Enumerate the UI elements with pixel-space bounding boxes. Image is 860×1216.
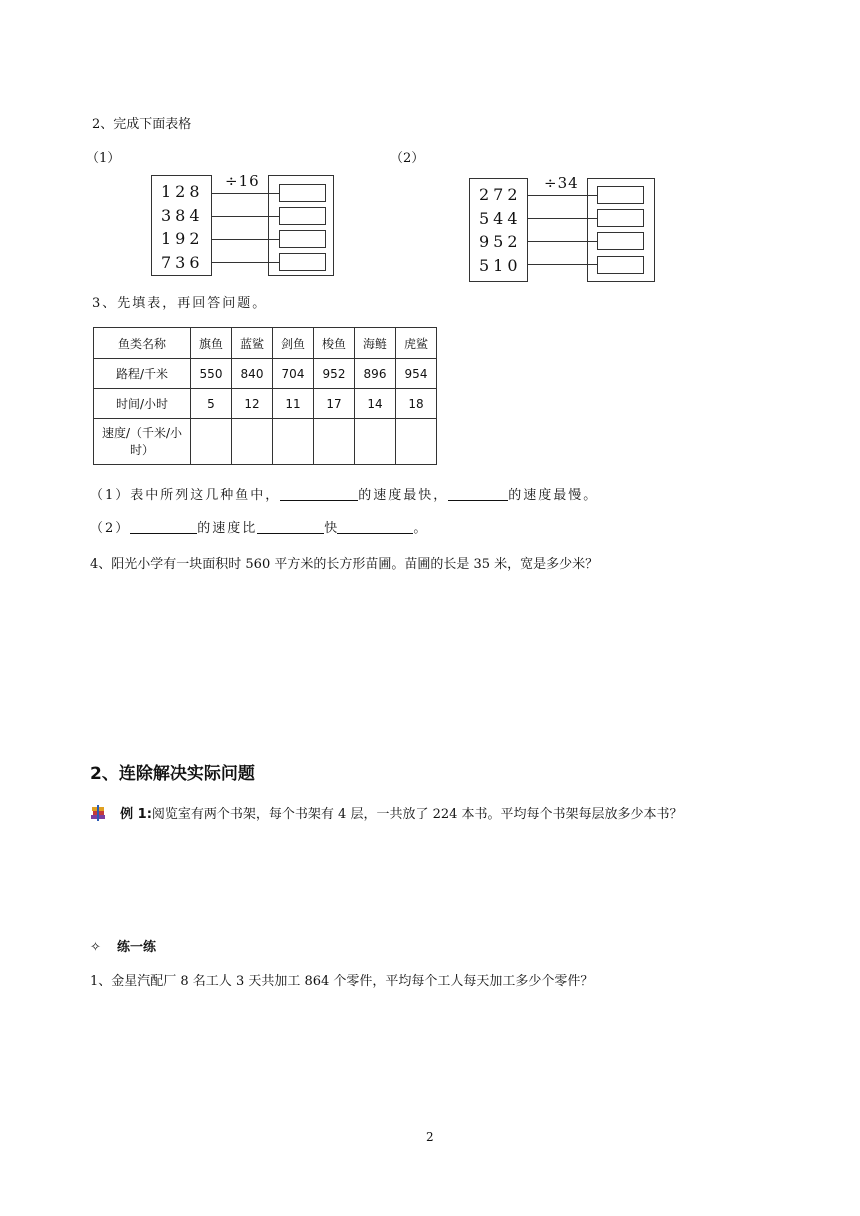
answer-blank[interactable] [257, 520, 324, 534]
example-label: 例 1: [120, 807, 152, 822]
table-cell: 12 [232, 389, 273, 419]
q3-sub2 [90, 517, 426, 536]
answer-box[interactable] [597, 232, 644, 250]
table-header-row [94, 328, 437, 359]
q4-text: 4、阳光小学有一块面积时 560 平方米的长方形苗圃。苗圃的长是 35 米，宽是多少米？ [90, 557, 599, 572]
answer-cell[interactable] [273, 419, 314, 465]
table-cell: 5 [191, 389, 232, 419]
row-label: 时间/小时 [94, 389, 191, 419]
q3-sub1-text: 的速度最快， [358, 488, 449, 503]
connector-line [211, 239, 279, 240]
q3-sub1 [90, 484, 598, 503]
connector-line [211, 262, 279, 263]
book-stack-icon [90, 805, 106, 821]
section-heading: 2、连除解决实际问题 [90, 764, 255, 784]
q2-title: 2、完成下面表格 [92, 117, 192, 132]
example-text: 阅览室有两个书架，每个书架有 4 层，一共放了 224 本书。平均每个书架每层放多少本书？ [151, 807, 683, 822]
row-label: 路程/千米 [94, 359, 191, 389]
answer-box[interactable] [279, 184, 326, 202]
example-1 [90, 803, 683, 822]
connector-line [527, 195, 597, 196]
answer-cell[interactable] [396, 419, 437, 465]
dividend: 544 [479, 209, 522, 228]
table-cell: 11 [273, 389, 314, 419]
dividend: 384 [161, 206, 204, 225]
dividend: 736 [161, 253, 204, 272]
practice-title: 练一练 [117, 940, 157, 955]
q2-part2-label: （2） [390, 151, 425, 166]
table-cell: 18 [396, 389, 437, 419]
header-cell: 虎鲨 [396, 328, 437, 359]
dividend: 272 [479, 185, 522, 204]
header-cell: 梭鱼 [314, 328, 355, 359]
operation-label: ÷16 [225, 172, 260, 190]
dividend: 192 [161, 229, 204, 248]
header-cell: 旗鱼 [191, 328, 232, 359]
answer-cell[interactable] [355, 419, 396, 465]
q3-sub2-text: 快 [324, 521, 338, 536]
dividend: 952 [479, 232, 522, 251]
fish-speed-table [93, 327, 437, 465]
q3-sub2-text: （2） [90, 521, 131, 536]
row-label: 速度/（千米/小时） [94, 419, 191, 465]
q3-sub1-text: 的速度最慢。 [508, 488, 599, 503]
connector-line [527, 218, 597, 219]
header-cell: 鱼类名称 [94, 328, 191, 359]
connector-line [527, 264, 597, 265]
answer-blank[interactable] [337, 520, 413, 534]
q3-sub2-text: 。 [413, 521, 427, 536]
table-row [94, 419, 437, 465]
answer-cell[interactable] [232, 419, 273, 465]
table-cell: 14 [355, 389, 396, 419]
table-cell: 17 [314, 389, 355, 419]
answer-cell[interactable] [191, 419, 232, 465]
header-cell: 蓝鲨 [232, 328, 273, 359]
practice-q1: 1、金星汽配厂 8 名工人 3 天共加工 864 个零件，平均每个工人每天加工多少个零件？ [90, 974, 594, 989]
table-cell: 952 [314, 359, 355, 389]
answer-box[interactable] [597, 256, 644, 274]
q3-sub1-text: （1）表中所列这几种鱼中， [90, 488, 281, 503]
table-cell: 840 [232, 359, 273, 389]
table-row [94, 389, 437, 419]
answer-blank[interactable] [130, 520, 197, 534]
connector-line [211, 193, 279, 194]
header-cell: 海鲢 [355, 328, 396, 359]
answer-blank[interactable] [280, 487, 358, 501]
answer-box[interactable] [597, 186, 644, 204]
answer-cell[interactable] [314, 419, 355, 465]
dividend: 128 [161, 182, 204, 201]
answer-box[interactable] [279, 253, 326, 271]
table-cell: 954 [396, 359, 437, 389]
q2-part1-label: （1） [86, 151, 121, 166]
page-number: 2 [426, 1130, 434, 1144]
practice-heading [90, 936, 156, 955]
connector-line [211, 216, 279, 217]
answer-box[interactable] [279, 230, 326, 248]
answer-box[interactable] [279, 207, 326, 225]
answer-box[interactable] [597, 209, 644, 227]
connector-line [527, 241, 597, 242]
operation-label: ÷34 [544, 174, 579, 192]
dividend: 510 [479, 256, 522, 275]
table-cell: 704 [273, 359, 314, 389]
table-cell: 896 [355, 359, 396, 389]
diamond-star-icon: ✧ [90, 940, 101, 955]
header-cell: 剑鱼 [273, 328, 314, 359]
answer-blank[interactable] [448, 487, 508, 501]
table-cell: 550 [191, 359, 232, 389]
q3-title: 3、先填表，再回答问题。 [92, 296, 268, 311]
q3-sub2-text: 的速度比 [197, 521, 258, 536]
table-row [94, 359, 437, 389]
